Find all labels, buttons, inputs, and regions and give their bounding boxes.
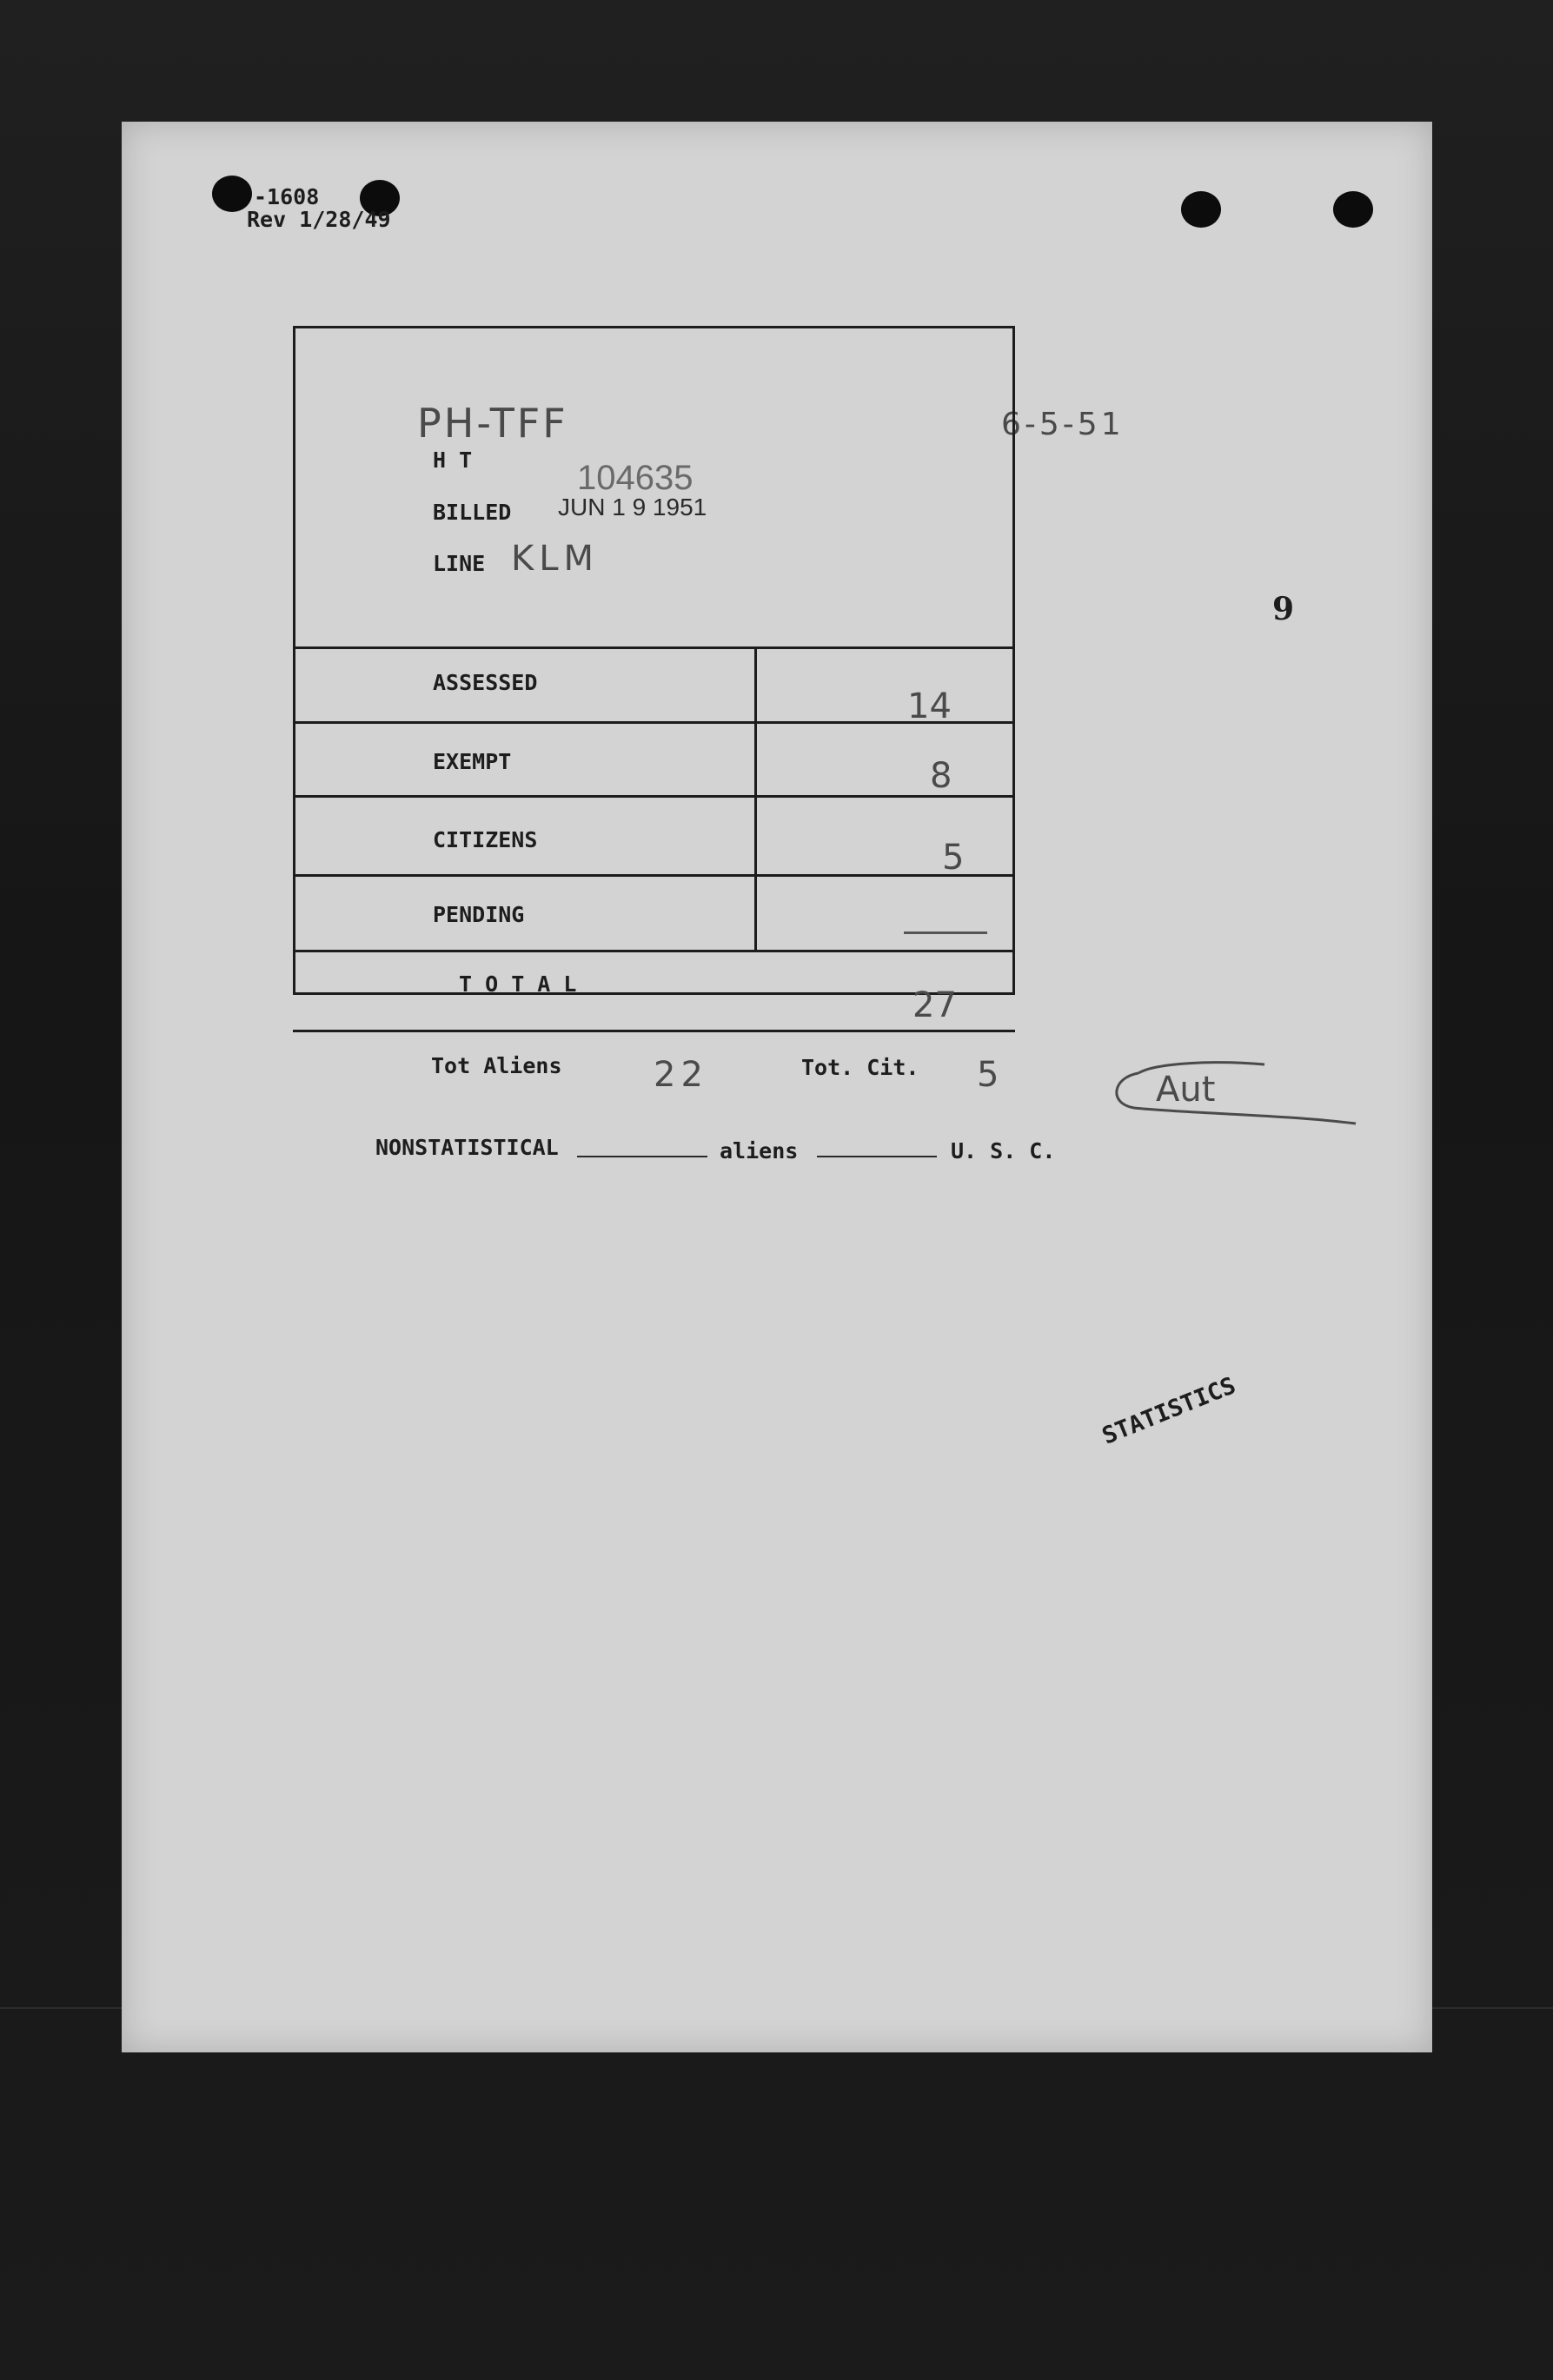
billed-label: BILLED [433,500,512,525]
total-aliens-value: 22 [654,1055,708,1095]
line-label: LINE [433,551,486,576]
pending-value [904,931,987,934]
initials-signature [1104,1047,1364,1125]
table-column-divider [754,646,757,950]
page-number: 9 [1272,591,1295,627]
assessed-value: 14 [907,686,952,726]
table-rule [293,795,1015,798]
table-rule [293,950,1015,952]
statistics-form-table [293,326,1015,995]
usc-label: U. S. C. [951,1138,1056,1163]
nonstatistical-blank [577,1156,707,1157]
form-revision: Rev 1/28/49 [247,207,391,232]
exempt-label: EXEMPT [433,749,512,774]
total-value: 27 [913,985,957,1025]
initials-text: Aut [1156,1070,1216,1110]
citizens-value: 5 [942,838,965,878]
table-rule [293,1030,1015,1032]
total-citizens-value: 5 [977,1055,999,1095]
total-label: T O T A L [459,971,577,997]
assessed-label: ASSESSED [433,670,538,695]
date-handwritten: 6-5-51 [1001,407,1125,442]
total-citizens-label: Tot. Cit. [801,1055,919,1080]
table-rule [293,874,1015,877]
nonstatistical-label: NONSTATISTICAL [375,1135,559,1160]
citizens-label: CITIZENS [433,827,538,852]
flight-number-handwritten: PH-TFF [417,400,568,447]
aliens-label: aliens [720,1138,799,1163]
total-aliens-label: Tot Aliens [431,1053,562,1078]
ht-label: H T [433,447,473,473]
form-number: -1608 [254,184,320,209]
exempt-value: 8 [930,756,952,796]
punch-hole-icon [1333,191,1373,228]
statistics-stamp: STATISTICS [1098,1372,1240,1450]
line-value: KLM [511,539,600,579]
table-rule [293,646,1015,649]
pending-label: PENDING [433,902,525,927]
aliens-blank [817,1156,937,1157]
billed-stamp-date: JUN 1 9 1951 [558,494,707,520]
ht-stamp-number: 104635 [577,459,694,497]
punch-hole-icon [1181,191,1221,228]
